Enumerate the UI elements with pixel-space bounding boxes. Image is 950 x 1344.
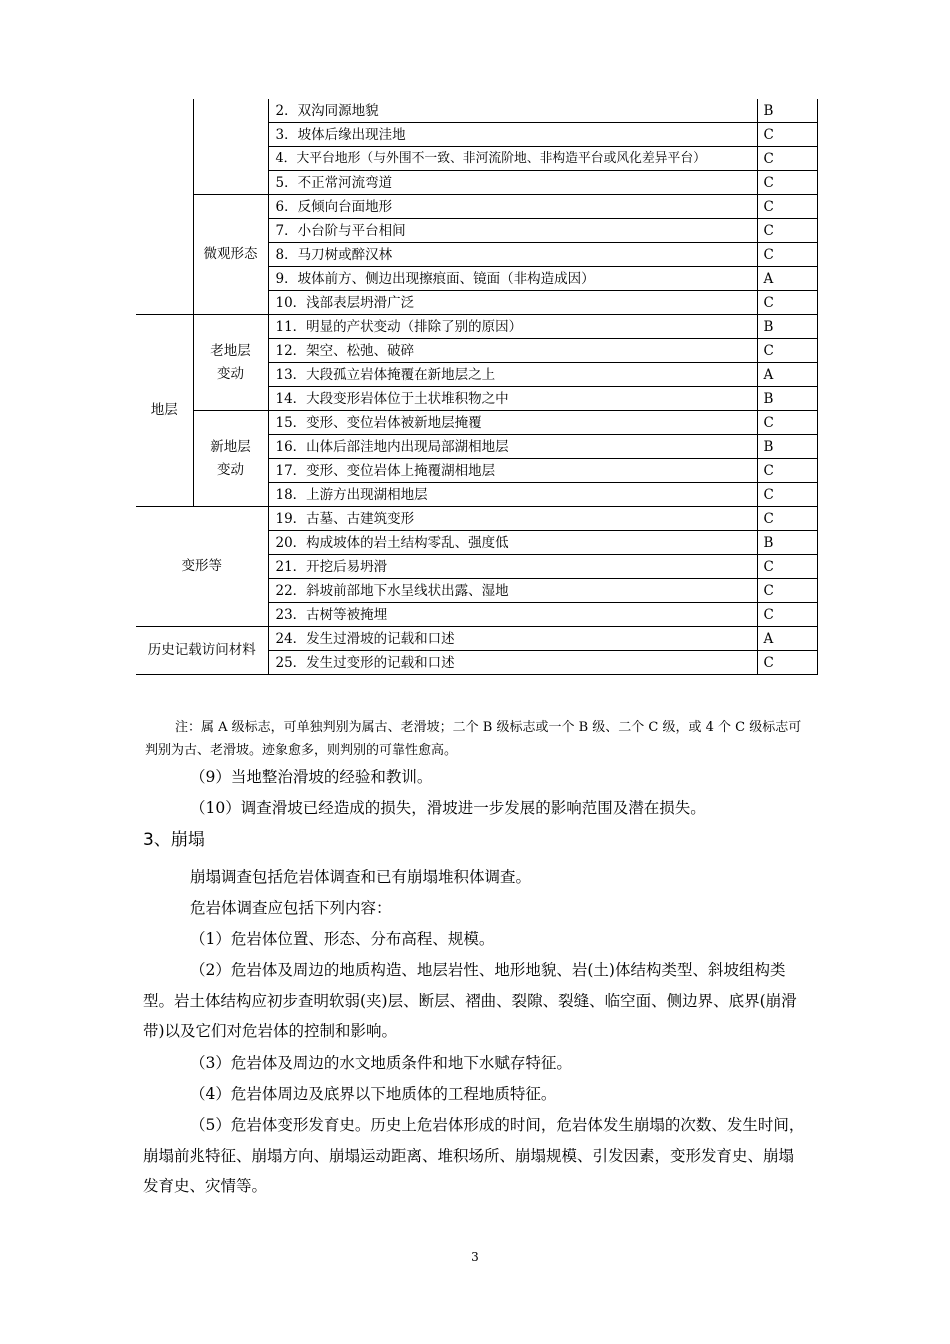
group-label-micro: 微观形态 bbox=[193, 195, 268, 315]
grade-cell: C bbox=[757, 219, 817, 243]
criterion-text: 15．变形、变位岩体被新地层掩覆 bbox=[268, 411, 757, 435]
list-item-4: （4）危岩体周边及底界以下地质体的工程地质特征。 bbox=[190, 1085, 557, 1103]
grade-cell: B bbox=[757, 99, 817, 123]
grade-cell: C bbox=[757, 651, 817, 675]
paragraph-10: （10）调查滑坡已经造成的损失，滑坡进一步发展的影响范围及潜在损失。 bbox=[190, 799, 706, 817]
section-heading: 3、崩塌 bbox=[143, 830, 205, 850]
criterion-text: 6．反倾向台面地形 bbox=[268, 195, 757, 219]
grade-cell: C bbox=[757, 171, 817, 195]
table-row bbox=[136, 99, 817, 123]
subgroup-label-old: 老地层变动 bbox=[193, 315, 268, 411]
landslide-criteria-table bbox=[136, 99, 818, 675]
grade-cell: C bbox=[757, 411, 817, 435]
criterion-text: 8．马刀树或醉汉林 bbox=[268, 243, 757, 267]
criterion-text: 18．上游方出现湖相地层 bbox=[268, 483, 757, 507]
criterion-text: 17．变形、变位岩体上掩覆湖相地层 bbox=[268, 459, 757, 483]
criterion-text: 10．浅部表层坍滑广泛 bbox=[268, 291, 757, 315]
grade-cell: C bbox=[757, 483, 817, 507]
criterion-text: 23．古树等被掩埋 bbox=[268, 603, 757, 627]
grade-cell: B bbox=[757, 435, 817, 459]
criterion-text: 16．山体后部洼地内出现局部湖相地层 bbox=[268, 435, 757, 459]
grade-cell: B bbox=[757, 315, 817, 339]
list-item-1: （1）危岩体位置、形态、分布高程、规模。 bbox=[190, 930, 495, 948]
criterion-text: 3．坡体后缘出现洼地 bbox=[268, 123, 757, 147]
grade-cell: C bbox=[757, 459, 817, 483]
criterion-text: 2．双沟同源地貌 bbox=[268, 99, 757, 123]
table-row bbox=[136, 315, 817, 339]
criterion-text: 14．大段变形岩体位于土状堆积物之中 bbox=[268, 387, 757, 411]
criterion-text: 21．开挖后易坍滑 bbox=[268, 555, 757, 579]
subgroup-label-new: 新地层变动 bbox=[193, 411, 268, 507]
grade-cell: C bbox=[757, 555, 817, 579]
grade-cell: A bbox=[757, 267, 817, 291]
grade-cell: C bbox=[757, 507, 817, 531]
list-item-5: （5）危岩体变形发育史。历史上危岩体形成的时间，危岩体发生崩塌的次数、发生时间，崩塌前兆特征、崩塌方向、崩塌运动距离、堆积场所、崩塌规模、引发因素，变形发育史、崩塌发育史、灾情等。 bbox=[143, 1116, 805, 1195]
grade-cell: C bbox=[757, 339, 817, 363]
group-cell-empty bbox=[136, 99, 193, 315]
group-label-history: 历史记载访问材料 bbox=[136, 627, 268, 675]
criterion-text: 25．发生过变形的记载和口述 bbox=[268, 651, 757, 675]
grade-cell: A bbox=[757, 627, 817, 651]
criterion-text: 9．坡体前方、侧边出现擦痕面、镜面（非构造成因） bbox=[268, 267, 757, 291]
group-label-deform: 变形等 bbox=[136, 507, 268, 627]
criterion-text: 5．不正常河流弯道 bbox=[268, 171, 757, 195]
grade-cell: C bbox=[757, 147, 817, 171]
criterion-text: 4．大平台地形（与外围不一致、非河流阶地、非构造平台或风化差异平台） bbox=[268, 147, 757, 171]
subgroup-cell-empty bbox=[193, 99, 268, 195]
criterion-text: 13．大段孤立岩体掩覆在新地层之上 bbox=[268, 363, 757, 387]
grade-cell: C bbox=[757, 603, 817, 627]
grade-cell: C bbox=[757, 195, 817, 219]
criterion-text: 24．发生过滑坡的记载和口述 bbox=[268, 627, 757, 651]
grade-cell: C bbox=[757, 579, 817, 603]
grade-cell: C bbox=[757, 123, 817, 147]
list-item-3: （3）危岩体及周边的水文地质条件和地下水赋存特征。 bbox=[190, 1054, 572, 1072]
criterion-text: 11．明显的产状变动（排除了别的原因） bbox=[268, 315, 757, 339]
paragraph-intro-1: 崩塌调查包括危岩体调查和已有崩塌堆积体调查。 bbox=[190, 868, 532, 886]
table-row bbox=[136, 507, 817, 531]
group-label-stratum: 地层 bbox=[136, 315, 193, 507]
page-number: 3 bbox=[471, 1250, 479, 1264]
criterion-text: 22．斜坡前部地下水呈线状出露、湿地 bbox=[268, 579, 757, 603]
grade-cell: A bbox=[757, 363, 817, 387]
grade-cell: B bbox=[757, 387, 817, 411]
table-note: 注：属 A 级标志，可单独判别为属古、老滑坡；二个 B 级标志或一个 B 级、二个 C 级，或 4 个 C 级标志可判别为古、老滑坡。迹象愈多，则判别的可靠性愈高。 bbox=[145, 720, 802, 758]
table-row bbox=[136, 411, 817, 435]
grade-cell: C bbox=[757, 243, 817, 267]
list-item-2: （2）危岩体及周边的地质构造、地层岩性、地形地貌、岩(土)体结构类型、斜坡组构类型。岩土体结构应初步查明软弱(夹)层、断层、褶曲、裂隙、裂缝、临空面、侧边界、底界(崩滑带)以及它们对危岩体的控制和影响。 bbox=[143, 961, 797, 1040]
criterion-text: 20．构成坡体的岩土结构零乱、强度低 bbox=[268, 531, 757, 555]
grade-cell: B bbox=[757, 531, 817, 555]
paragraph-intro-2: 危岩体调查应包括下列内容： bbox=[190, 899, 392, 917]
table-row bbox=[136, 195, 817, 219]
table-row bbox=[136, 627, 817, 651]
paragraph-9: （9）当地整治滑坡的经验和教训。 bbox=[190, 768, 433, 786]
criterion-text: 19．古墓、古建筑变形 bbox=[268, 507, 757, 531]
criterion-text: 7．小台阶与平台相间 bbox=[268, 219, 757, 243]
criterion-text: 12．架空、松弛、破碎 bbox=[268, 339, 757, 363]
grade-cell: C bbox=[757, 291, 817, 315]
